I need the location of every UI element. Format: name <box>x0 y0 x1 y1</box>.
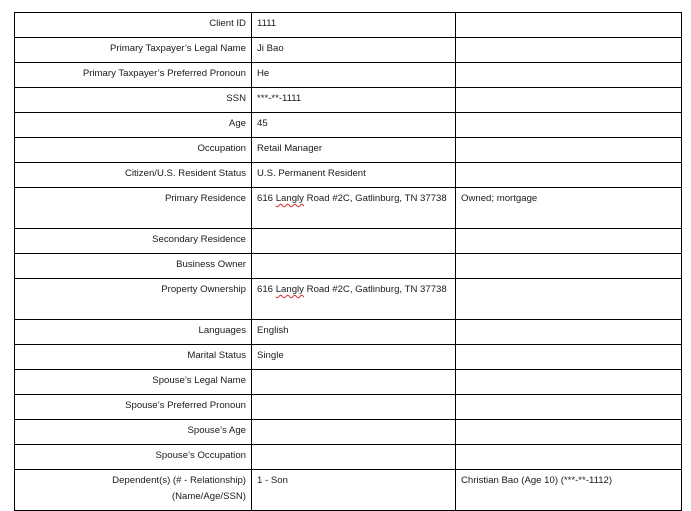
spouse-occupation-label: Spouse’s Occupation <box>15 445 252 470</box>
spouse-pronoun-extra[interactable] <box>456 395 682 420</box>
spouse-legal-name-label: Spouse’s Legal Name <box>15 370 252 395</box>
preferred-pronoun-value[interactable]: He <box>252 63 456 88</box>
property-ownership-value[interactable] <box>252 279 456 320</box>
client-info-table <box>14 12 682 511</box>
property-ownership-extra[interactable] <box>456 279 682 320</box>
spouse-pronoun-label: Spouse’s Preferred Pronoun <box>15 395 252 420</box>
languages-value[interactable]: English <box>252 320 456 345</box>
table-row-age <box>15 113 682 138</box>
secondary-residence-extra[interactable] <box>456 229 682 254</box>
marital-status-value[interactable]: Single <box>252 345 456 370</box>
spouse-age-extra[interactable] <box>456 420 682 445</box>
preferred-pronoun-extra[interactable] <box>456 63 682 88</box>
primary-residence-value-post: Road #2C, Gatlinburg, TN 37738 <box>303 193 447 204</box>
table-row-spouse-legal-name <box>15 370 682 395</box>
table-row-legal-name <box>15 38 682 63</box>
ssn-label: SSN <box>15 88 252 113</box>
marital-status-label: Marital Status <box>15 345 252 370</box>
age-extra[interactable] <box>456 113 682 138</box>
property-ownership-value-post: Road #2C, Gatlinburg, TN 37738 <box>303 284 447 295</box>
table-row-primary-residence <box>15 188 682 229</box>
occupation-label: Occupation <box>15 138 252 163</box>
occupation-value[interactable]: Retail Manager <box>252 138 456 163</box>
client-id-extra[interactable] <box>456 13 682 38</box>
ssn-value[interactable]: ***-**-1111 <box>252 88 456 113</box>
table-row-business-owner <box>15 254 682 279</box>
table-row-dependents <box>15 470 682 511</box>
spouse-occupation-extra[interactable] <box>456 445 682 470</box>
table-row-resident-status <box>15 163 682 188</box>
property-ownership-value-pre: 616 <box>257 284 276 295</box>
dependents-label-line2: (Name/Age/SSN) <box>171 491 246 502</box>
table-row-spouse-age <box>15 420 682 445</box>
occupation-extra[interactable] <box>456 138 682 163</box>
business-owner-label: Business Owner <box>15 254 252 279</box>
age-value[interactable]: 45 <box>252 113 456 138</box>
ssn-extra[interactable] <box>456 88 682 113</box>
resident-status-label: Citizen/U.S. Resident Status <box>15 163 252 188</box>
client-id-label: Client ID <box>15 13 252 38</box>
spellcheck-flagged-word: Langly <box>275 193 304 204</box>
client-id-value[interactable]: 1111 <box>252 13 456 38</box>
table-row-occupation <box>15 138 682 163</box>
primary-residence-extra[interactable]: Owned; mortgage <box>456 188 682 229</box>
secondary-residence-value[interactable] <box>252 229 456 254</box>
table-row-spouse-pronoun <box>15 395 682 420</box>
property-ownership-label: Property Ownership <box>15 279 252 320</box>
table-row-secondary-residence <box>15 229 682 254</box>
legal-name-value[interactable]: Ji Bao <box>252 38 456 63</box>
secondary-residence-label: Secondary Residence <box>15 229 252 254</box>
legal-name-extra[interactable] <box>456 38 682 63</box>
languages-label: Languages <box>15 320 252 345</box>
primary-residence-value[interactable] <box>252 188 456 229</box>
spouse-age-value[interactable] <box>252 420 456 445</box>
spouse-occupation-value[interactable] <box>252 445 456 470</box>
primary-residence-label: Primary Residence <box>15 188 252 229</box>
age-label: Age <box>15 113 252 138</box>
dependents-extra[interactable]: Christian Bao (Age 10) (***-**-1112) <box>456 470 682 511</box>
table-row-languages <box>15 320 682 345</box>
dependents-label-line1: Dependent(s) (# - Relationship) <box>112 475 246 486</box>
resident-status-extra[interactable] <box>456 163 682 188</box>
table-row-property-ownership <box>15 279 682 320</box>
business-owner-extra[interactable] <box>456 254 682 279</box>
spouse-legal-name-value[interactable] <box>252 370 456 395</box>
business-owner-value[interactable] <box>252 254 456 279</box>
preferred-pronoun-label: Primary Taxpayer’s Preferred Pronoun <box>15 63 252 88</box>
marital-status-extra[interactable] <box>456 345 682 370</box>
table-row-spouse-occupation <box>15 445 682 470</box>
spouse-pronoun-value[interactable] <box>252 395 456 420</box>
languages-extra[interactable] <box>456 320 682 345</box>
table-row-client-id <box>15 13 682 38</box>
table-row-ssn <box>15 88 682 113</box>
table-row-marital-status <box>15 345 682 370</box>
dependents-value[interactable]: 1 - Son <box>252 470 456 511</box>
legal-name-label: Primary Taxpayer’s Legal Name <box>15 38 252 63</box>
spouse-legal-name-extra[interactable] <box>456 370 682 395</box>
primary-residence-value-pre: 616 <box>257 193 276 204</box>
dependents-label <box>15 470 252 511</box>
spellcheck-flagged-word: Langly <box>275 284 304 295</box>
resident-status-value[interactable]: U.S. Permanent Resident <box>252 163 456 188</box>
table-row-preferred-pronoun <box>15 63 682 88</box>
spouse-age-label: Spouse’s Age <box>15 420 252 445</box>
